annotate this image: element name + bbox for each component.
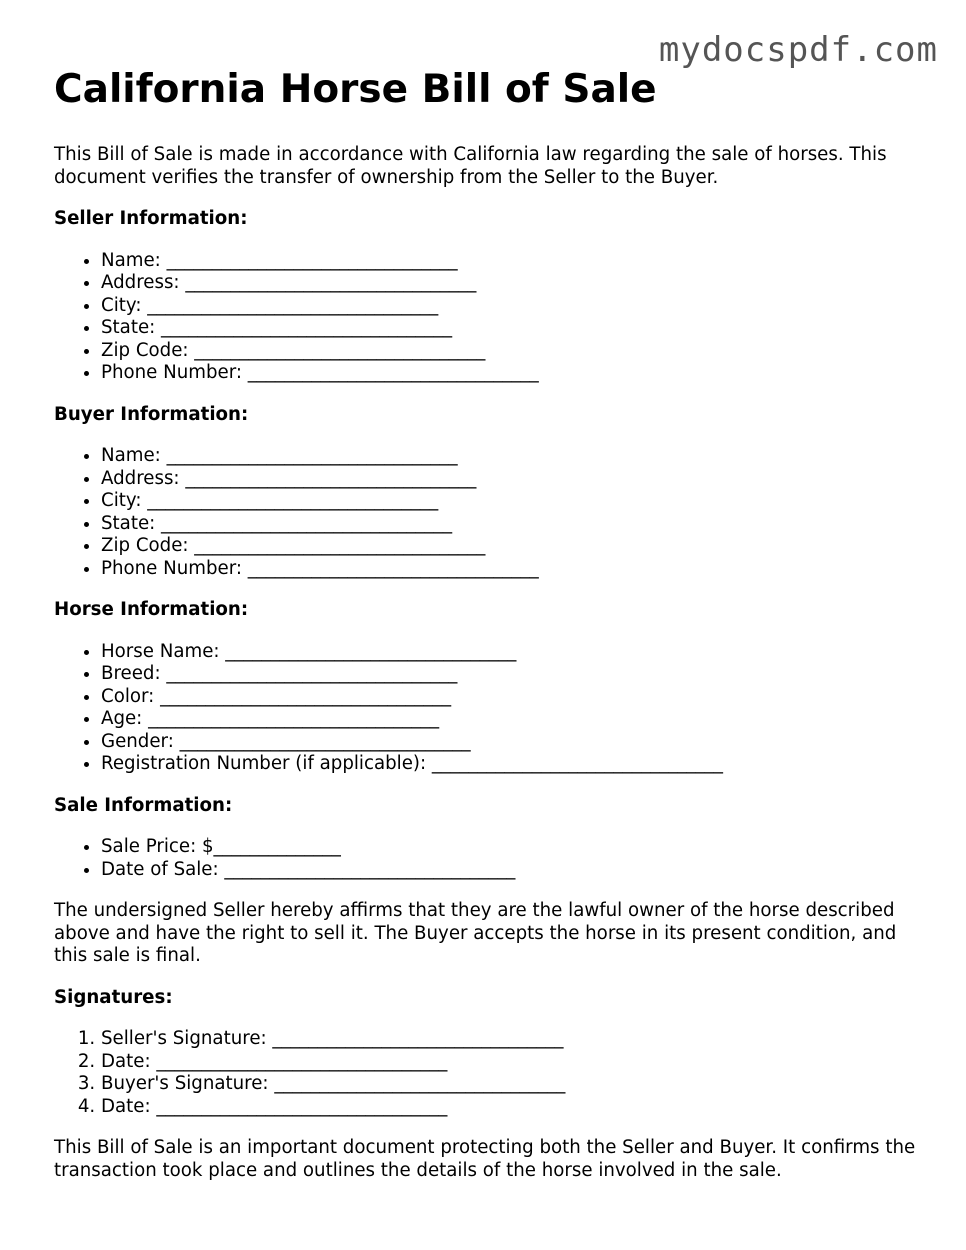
affirmation-paragraph: The undersigned Seller hereby affirms that they are the lawful owner of the horse described above and have the right to sell it. The Buyer accepts the horse in its present condition, and this sale is final.	[54, 900, 897, 966]
buyer-state-field: • State: ________________________________	[101, 513, 924, 536]
buyer-name-field: • Name: ________________________________	[101, 445, 924, 468]
closing-paragraph: This Bill of Sale is an important document protecting both the Seller and Buyer. It confirms the transaction took place and outlines the details of the horse involved in the sale.	[54, 1137, 916, 1181]
seller-phone-field: • Phone Number: ________________________________	[101, 362, 924, 385]
buyer-phone-field: • Phone Number: ________________________________	[101, 558, 924, 581]
buyer-heading: Buyer Information:	[54, 403, 249, 425]
document-body	[54, 64, 924, 1201]
watermark: mydocspdf.com	[658, 30, 938, 70]
signatures-list	[54, 1028, 924, 1118]
buyer-zip-field: • Zip Code: ________________________________	[101, 535, 924, 558]
intro-paragraph: This Bill of Sale is made in accordance with California law regarding the sale of horses. This document verifies the transfer of ownership from the Seller to the Buyer.	[54, 144, 887, 188]
buyer-date-field: 4. Date: ________________________________	[101, 1096, 924, 1119]
horse-color-field: • Color: ________________________________	[101, 686, 924, 709]
buyer-signature-field: 3. Buyer's Signature: ________________________________	[101, 1073, 924, 1096]
horse-registration-field: • Registration Number (if applicable): ________________________________	[101, 753, 924, 776]
horse-list	[54, 641, 924, 776]
seller-heading: Seller Information:	[54, 208, 248, 229]
sale-price-field: • Sale Price: $______________	[101, 836, 924, 859]
seller-list	[54, 250, 924, 385]
sale-date-field: • Date of Sale: ________________________________	[101, 859, 924, 882]
buyer-list	[54, 445, 924, 580]
seller-address-field: • Address: ________________________________	[101, 272, 924, 295]
horse-gender-field: • Gender: ________________________________	[101, 731, 924, 754]
horse-heading: Horse Information:	[54, 599, 249, 620]
buyer-address-field: • Address: ________________________________	[101, 468, 924, 491]
seller-signature-field: 1. Seller's Signature: ________________________________	[101, 1028, 924, 1051]
seller-zip-field: • Zip Code: ________________________________	[101, 340, 924, 363]
seller-state-field: • State: ________________________________	[101, 317, 924, 340]
seller-date-field: 2. Date: ________________________________	[101, 1051, 924, 1074]
seller-name-field: • Name: ________________________________	[101, 250, 924, 273]
horse-breed-field: • Breed: ________________________________	[101, 663, 924, 686]
document-title: California Horse Bill of Sale	[54, 67, 657, 112]
signatures-heading: Signatures:	[54, 986, 173, 1008]
sale-heading: Sale Information:	[54, 794, 233, 816]
buyer-city-field: • City: ________________________________	[101, 490, 924, 513]
horse-age-field: • Age: ________________________________	[101, 708, 924, 731]
seller-city-field: • City: ________________________________	[101, 295, 924, 318]
sale-list	[54, 836, 924, 881]
horse-name-field: • Horse Name: ________________________________	[101, 641, 924, 664]
